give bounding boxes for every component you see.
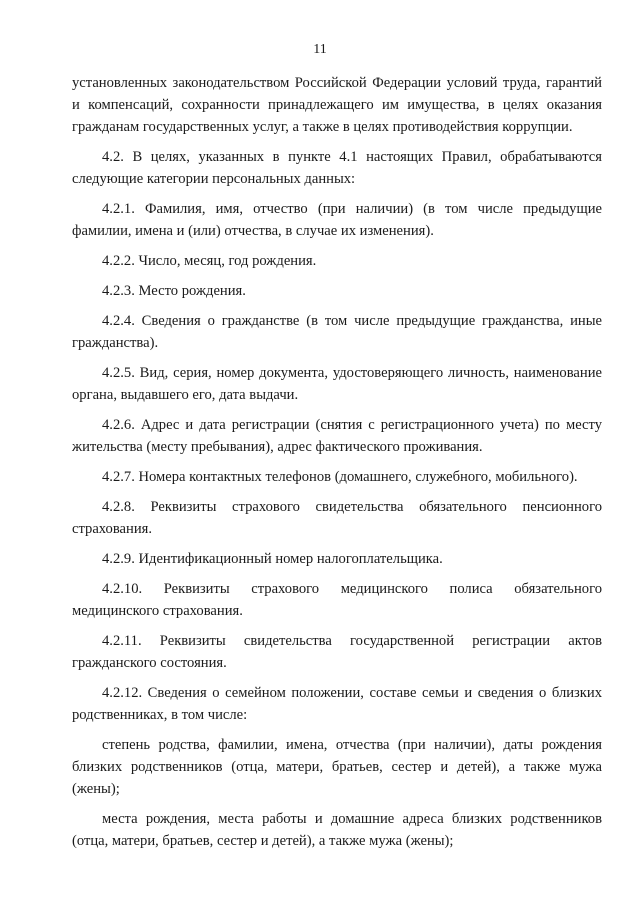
paragraph-4-2-10: 4.2.10. Реквизиты страхового медицинского полиса обязательного медицинского страхования. [72,581,602,619]
document-body [72,72,602,860]
paragraph-4-2-12: 4.2.12. Сведения о семейном положении, составе семьи и сведения о близких родственниках, в том числе: [72,685,602,723]
paragraph-4-2-2: 4.2.2. Число, месяц, год рождения. [102,253,317,269]
paragraph-4-2-9: 4.2.9. Идентификационный номер налогоплательщика. [102,551,443,567]
paragraph-4-2-1: 4.2.1. Фамилия, имя, отчество (при наличии) (в том числе предыдущие фамилии, имена и (или) отчества, в случае их изменения). [72,201,602,239]
paragraph-continuation: установленных законодательством Российской Федерации условий труда, гарантий и компенсаций, сохранности принадлежащего им имущества, в целях оказания гражданам государственных услуг, а также в целях противодействия коррупции. [72,75,602,135]
paragraph-4-2-11: 4.2.11. Реквизиты свидетельства государственной регистрации актов гражданского состояния. [72,633,602,671]
paragraph-relatives-addresses: места рождения, места работы и домашние адреса близких родственников (отца, матери, братьев, сестер и детей), а также мужа (жены); [72,811,602,849]
page-number: 11 [313,42,327,57]
paragraph-4-2-8: 4.2.8. Реквизиты страхового свидетельства обязательного пенсионного страхования. [72,499,602,537]
paragraph-4-2-4: 4.2.4. Сведения о гражданстве (в том числе предыдущие гражданства, иные гражданства). [72,313,602,351]
paragraph-4-2-5: 4.2.5. Вид, серия, номер документа, удостоверяющего личность, наименование органа, выдавшего его, дата выдачи. [72,365,602,403]
paragraph-4-2: 4.2. В целях, указанных в пункте 4.1 настоящих Правил, обрабатываются следующие категории персональных данных: [72,149,602,187]
paragraph-4-2-6: 4.2.6. Адрес и дата регистрации (снятия с регистрационного учета) по месту жительства (месту пребывания), адрес фактического проживания. [72,417,602,455]
paragraph-relatives-degree: степень родства, фамилии, имена, отчества (при наличии), даты рождения близких родственников (отца, матери, братьев, сестер и детей), а также мужа (жены); [72,737,602,797]
paragraph-4-2-7: 4.2.7. Номера контактных телефонов (домашнего, служебного, мобильного). [102,469,578,485]
paragraph-4-2-3: 4.2.3. Место рождения. [102,283,246,299]
